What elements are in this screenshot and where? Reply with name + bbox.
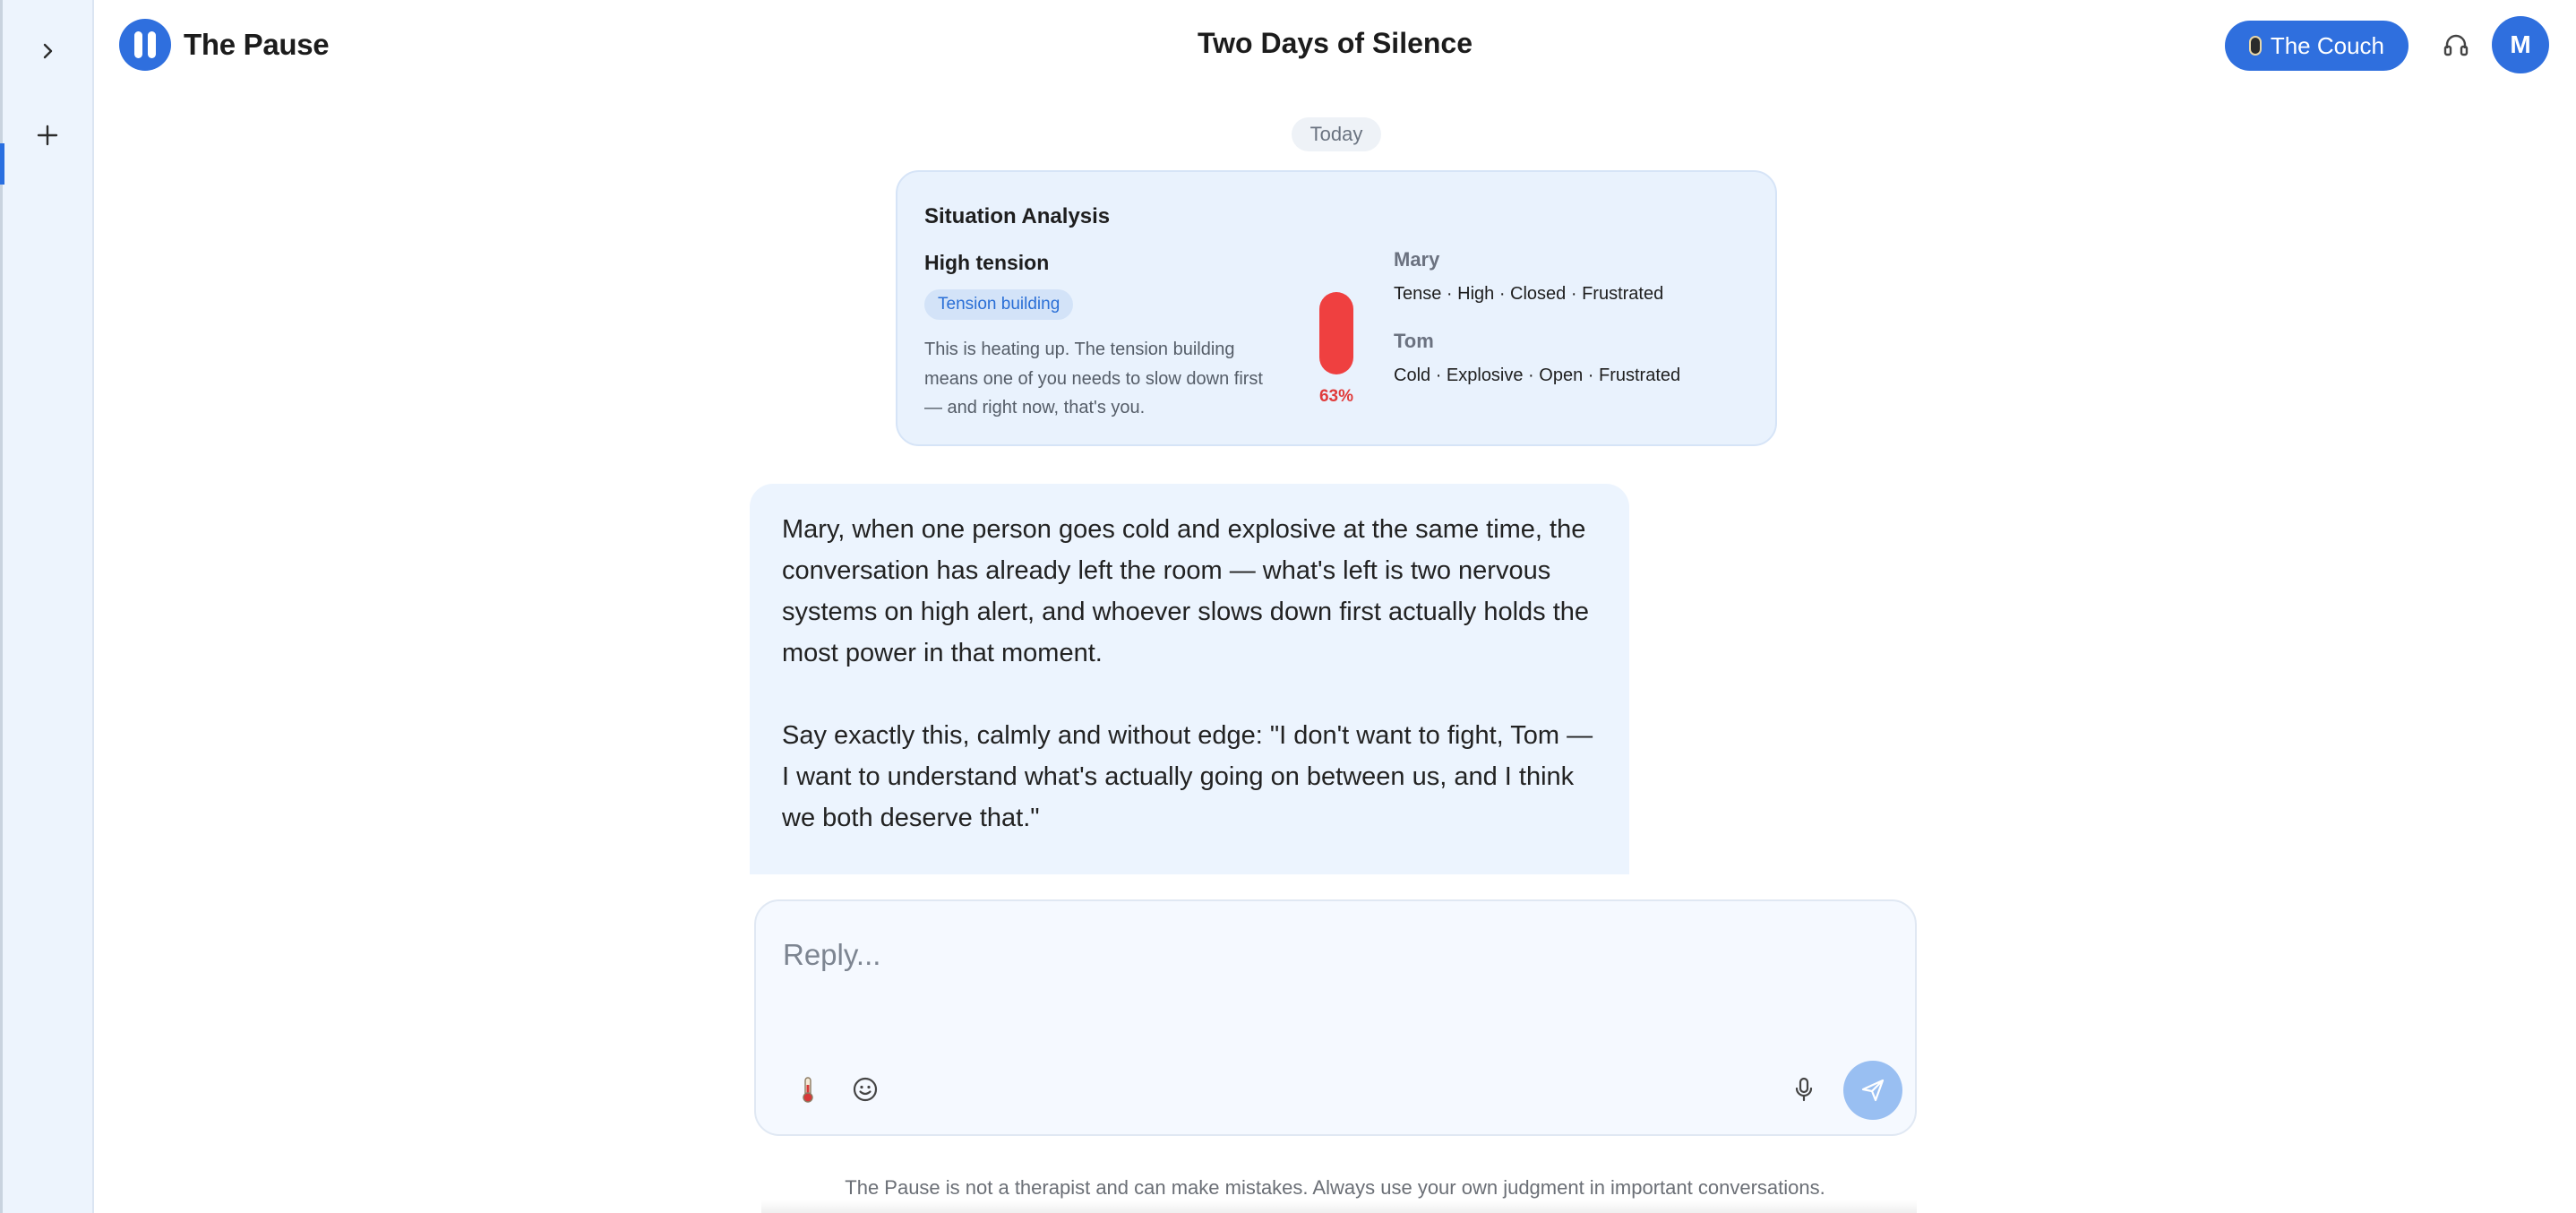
sidebar-rail xyxy=(0,0,94,1213)
active-indicator xyxy=(0,143,4,185)
scroll-shadow xyxy=(761,1200,1917,1213)
the-couch-label: The Couch xyxy=(2270,31,2384,59)
person-mary xyxy=(1394,248,1663,305)
message-paragraph: Mary, when one person goes cold and explosive at the same time, the conversation has already left the room — what's left is two nervous systems on high alert, and whoever slows down first actually holds the most power in that moment. xyxy=(782,515,1590,667)
headphones-icon xyxy=(2440,29,2472,61)
person-traits: Cold · Explosive · Open · Frustrated xyxy=(1394,366,1681,385)
conversation-title: Two Days of Silence xyxy=(1197,27,1473,59)
the-couch-button[interactable] xyxy=(2225,21,2409,71)
plus-icon xyxy=(36,124,59,147)
headphones-button[interactable] xyxy=(2440,29,2472,61)
person-traits: Tense · High · Closed · Frustrated xyxy=(1394,284,1664,304)
expand-sidebar-button[interactable] xyxy=(25,29,70,73)
emoji-icon xyxy=(852,1076,879,1103)
person-name: Mary xyxy=(1394,248,1440,271)
new-chat-button[interactable] xyxy=(25,113,70,158)
top-bar xyxy=(94,0,2576,90)
disclaimer-text: The Pause is not a therapist and can make mistakes. Always use your own judgment in important conversations. xyxy=(845,1176,1825,1199)
person-name: Tom xyxy=(1394,330,1434,352)
analysis-description: This is heating up. The tension building means one of you needs to slow down first — and right now, that's you. xyxy=(924,340,1263,417)
tension-level: High tension xyxy=(924,251,1050,274)
microphone-icon xyxy=(1792,1076,1816,1103)
reply-composer xyxy=(754,899,1917,1136)
app-logo[interactable] xyxy=(119,19,329,71)
voice-input-button[interactable] xyxy=(1786,1071,1822,1107)
reply-input[interactable] xyxy=(783,928,1885,982)
tension-percent: 63% xyxy=(1318,387,1354,406)
message-paragraph: Say exactly this, calmly and without edge: "I don't want to fight, Tom — I want to understand what's actually going on between us, and I think we both deserve that." xyxy=(782,721,1593,832)
microphone-icon xyxy=(2249,36,2262,56)
assistant-message xyxy=(750,484,1629,874)
app-name: The Pause xyxy=(184,28,330,61)
tension-tag: Tension building xyxy=(924,289,1073,320)
pause-logo-icon xyxy=(119,19,171,71)
send-icon xyxy=(1859,1077,1886,1104)
date-divider: Today xyxy=(1292,117,1381,151)
tension-check-button[interactable] xyxy=(790,1071,826,1107)
thermometer-icon xyxy=(800,1076,816,1103)
send-button[interactable] xyxy=(1843,1061,1902,1120)
person-tom xyxy=(1394,330,1680,386)
chevron-right-icon xyxy=(38,41,57,61)
emoji-button[interactable] xyxy=(847,1071,883,1107)
tension-gauge xyxy=(1319,292,1353,374)
situation-analysis-card xyxy=(896,170,1777,446)
analysis-title: Situation Analysis xyxy=(924,204,1111,228)
user-avatar[interactable]: M xyxy=(2492,16,2549,73)
